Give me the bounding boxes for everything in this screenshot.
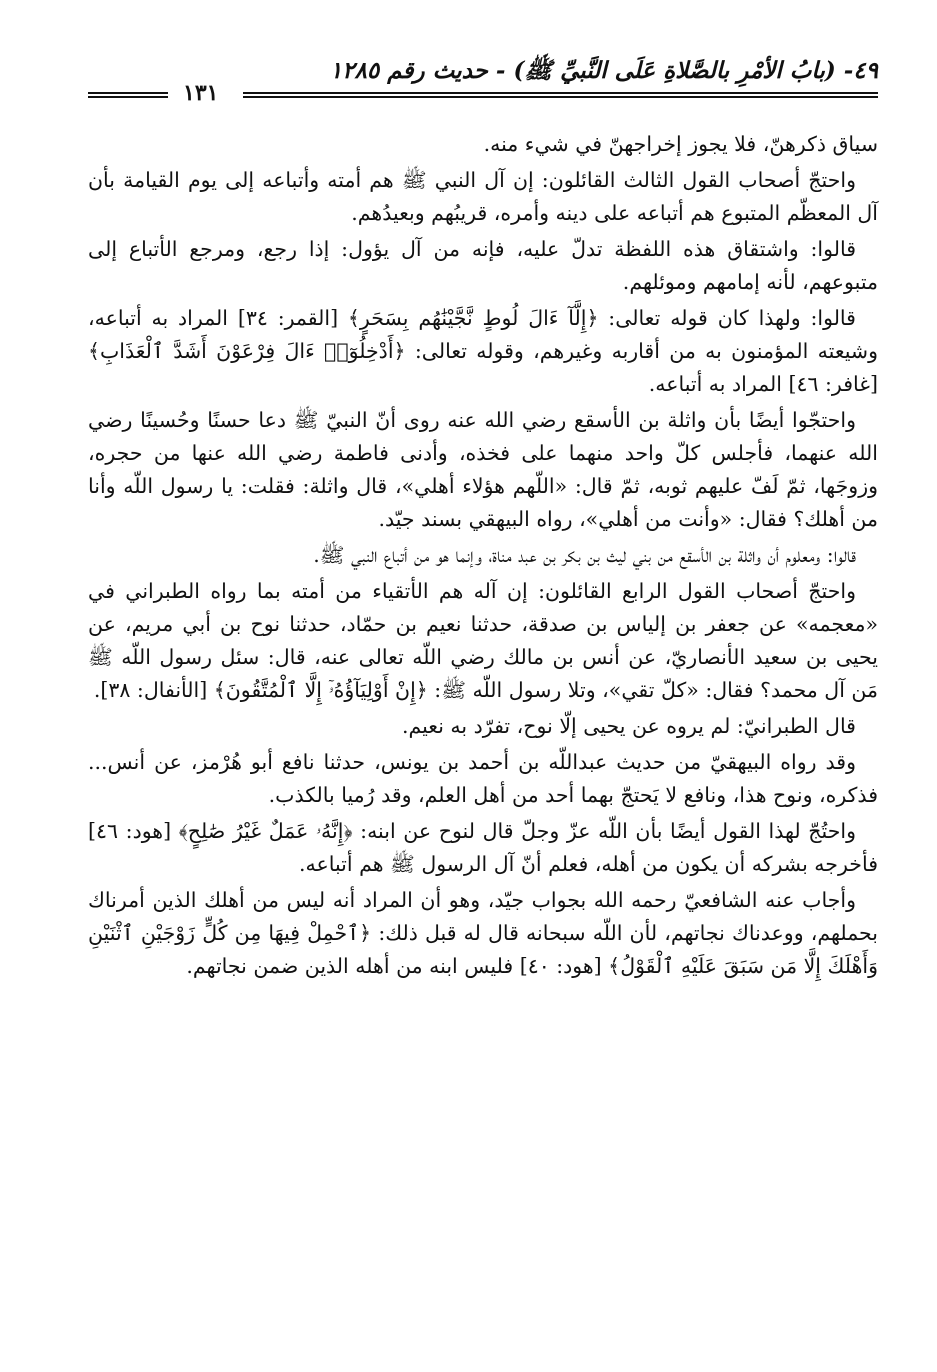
header-rule	[243, 92, 878, 98]
paragraph: وقد رواه البيهقيّ من حديث عبداللّه بن أحمد بن يونس، حدثنا نافع أبو هُرْمز، عن أنس... فذكره، ونوح هذا، ونافع لا يَحتجّ بهما أحد من أهل العلم، وقد رُميا بالكذب.	[88, 750, 878, 807]
paragraph: واحتجّوا أيضًا بأن واثلة بن الأسقع رضي الله عنه روى أنّ النبيّ ﷺ دعا حسنًا وحُسينًا رضي الله عنهما، فأجلس كلّ واحد منهما على فخذه، وأدنى فاطمة رضي الله عنها من حجره، وزوجَها، ثمّ لَفّ عليهم ثوبه، ثمّ قال: «اللّهم هؤلاء أهلي»، قال واثلة: فقلت: يا رسول اللّه وأنا من أهلك؟ فقال: «وأنت من أهلي»، رواه البيهقي بسند جيّد.	[88, 408, 878, 531]
page-header	[88, 52, 878, 110]
paragraph: واحتجّ أصحاب القول الرابع القائلون: إن آله هم الأتقياء من أمته بما رواه الطبراني في «معجمه» عن جعفر بن إلياس بن صدقة، حدثنا نعيم بن حمّاد، حدثنا نوح بن أبي مريم، عن يحيى بن سعيد الأنصاريّ، عن أنس بن مالك رضي اللّه تعالى عنه، قال: سئل رسول اللّه ﷺ مَن آل محمد؟ فقال: «كلّ تقي»، وتلا رسول اللّه ﷺ: ﴿إِنْ أَوْلِيَآؤُهُۥٓ إِلَّا ٱلْمُتَّقُونَ﴾ [الأنفال: ٣٨].	[88, 579, 878, 702]
paragraph: وأجاب عنه الشافعيّ رحمه الله بجواب جيّد، وهو أن المراد أنه ليس من أهلك الذين أمرناك بحملهم، ووعدناك نجاتهم، لأن اللّه سبحانه قال له قبل ذلك: ﴿ٱحْمِلْ فِيهَا مِن كُلٍّ زَوْجَيْنِ ٱثْنَيْنِ وَأَهْلَكَ إِلَّا مَن سَبَقَ عَلَيْهِ ٱلْقَوْلُ﴾ [هود: ٤٠] فليس ابنه من أهله الذين ضمن نجاتهم.	[88, 888, 878, 978]
paragraph: سياق ذكرهنّ، فلا يجوز إخراجهنّ في شيء منه.	[483, 132, 878, 156]
running-head: ٤٩- (بابُ الأمْرِ بالصَّلاةِ عَلَى النَّبيِّ ﷺ) - حديث رقم ١٢٨٥	[329, 57, 878, 84]
paragraph: قالوا: ومعلوم أن واثلة بن الأسقع من بني ليث بن بكر بن عبد مناة، وإنما هو من أتباع النبي ﷺ.	[313, 543, 856, 567]
paragraph: قالوا: واشتقاق هذه اللفظة تدلّ عليه، فإنه من آل يؤول: إذا رجع، ومرجع الأتباع إلى متبوعهم، لأنه إمامهم وموئلهم.	[88, 237, 878, 294]
body-text	[88, 128, 878, 983]
page-number-rule	[88, 92, 168, 98]
page-number: ١٣١	[183, 80, 219, 106]
paragraph: قال الطبرانيّ: لم يروه عن يحيى إلّا نوح، تفرّد به نعيم.	[401, 714, 856, 738]
paragraph: واحتجّ أصحاب القول الثالث القائلون: إن آل النبي ﷺ هم أمته وأتباعه إلى يوم القيامة بأن آل المعظّم المتبوع هم أتباعه على دينه وأمره، قريبُهم وبعيدُهم.	[88, 168, 878, 225]
paragraph: قالوا: ولهذا كان قوله تعالى: ﴿إِلَّآ ءَالَ لُوطٍ نَّجَّيْنَٰهُم بِسَحَرٍ﴾ [القمر: ٣٤] المراد به أتباعه، وشيعته المؤمنون به من أقاربه وغيرهم، وقوله تعالى: ﴿أَدْخِلُوٓا۟ ءَالَ فِرْعَوْنَ أَشَدَّ ٱلْعَذَابِ﴾ [غافر: ٤٦] المراد به أتباعه.	[88, 306, 878, 396]
paragraph: واحتُجّ لهذا القول أيضًا بأن اللّه عزّ وجلّ قال لنوح عن ابنه: ﴿إِنَّهُۥ عَمَلٌ غَيْرُ صَٰلِحٍ﴾ [هود: ٤٦] فأخرجه بشركه أن يكون من أهله، فعلم أنّ آل الرسول ﷺ هم أتباعه.	[88, 819, 878, 876]
